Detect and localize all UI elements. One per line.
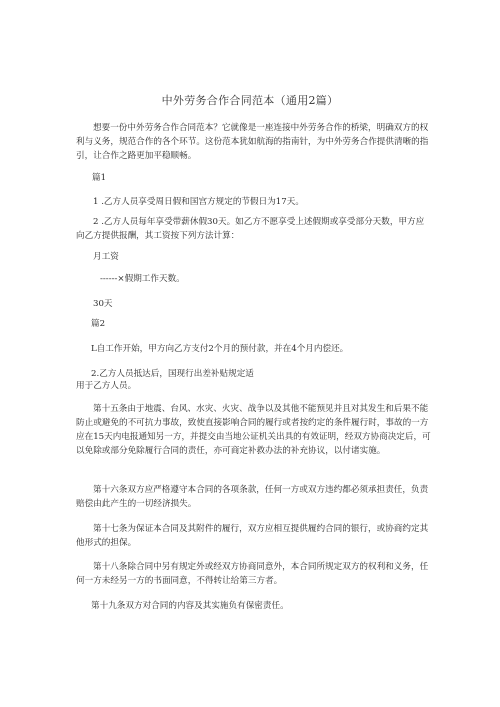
article-16-paragraph: 第十六条双方应严格遵守本合同的各项条款，任何一方或双方违约都必须承担责任，负责赔偿由此产生的一切经济损失。 [76, 485, 429, 509]
clause-paragraph-continued: 用于乙方人员。 [76, 381, 137, 391]
formula-denominator: 30天 [93, 299, 113, 309]
clause-paragraph: L自工作开始，甲方向乙方支付2个月的预付款，并在4个月内偿还。 [91, 344, 349, 354]
clause-paragraph: 2 .乙方人员每年享受带薪休假30天。如乙方不愿享受上述假期或享受部分天数，甲方应向乙方提供报酬，其工资按下列方法计算： [76, 217, 425, 241]
clause-paragraph: 2.乙方人员抵达后，国现行出差补贴规定适 [91, 369, 254, 379]
intro-paragraph: 想要一份中外劳务合作合同范本？它就像是一座连接中外劳务合作的桥梁，明确双方的权利与义务，规范合作的各个环节。这份范本犹如航海的指南针，为中外劳务合作提供清晰的指引，让合作之路更加平稳顺畅。 [76, 123, 429, 161]
document-title: 中外劳务合作合同范本（通用2篇） [161, 94, 339, 107]
section-heading-1: 篇1 [92, 173, 107, 183]
article-19-paragraph: 第十九条双方对合同的内容及其实施负有保密责任。 [91, 601, 289, 611]
article-15-paragraph: 第十五条由于地震、台风、水灾、火灾、战争以及其他不能预见并且对其发生和后果不能防止或避免的不可抗力事故，致使直接影响合同的履行或者按约定的条件履行时，事故的一方应在15天内电报通知另一方，并提交由当地公证机关出具的有效证明，经双方协商决定后，可以免除或部分免除履行合同的责任，亦可商定补救办法的补充协议，以付诸实施。 [76, 404, 431, 456]
clause-paragraph: 1 .乙方人员享受周日假和国宫方规定的节假日为17天。 [93, 197, 304, 207]
article-17-paragraph: 第十七条为保证本合同及其附件的履行，双方应相互提供履约合同的银行，或协商约定其他形式的担保。 [76, 524, 429, 548]
article-18-paragraph: 第十八条除合同中另有规定外或经双方协商同意外，本合同所规定双方的权利和义务，任何一方未经另一方的书面同意，不得转让给第三方者。 [76, 562, 429, 586]
formula-line: ------×假期工作天数。 [100, 274, 185, 284]
section-heading-2: 篇2 [91, 319, 106, 329]
formula-numerator: 月工资 [93, 252, 119, 262]
